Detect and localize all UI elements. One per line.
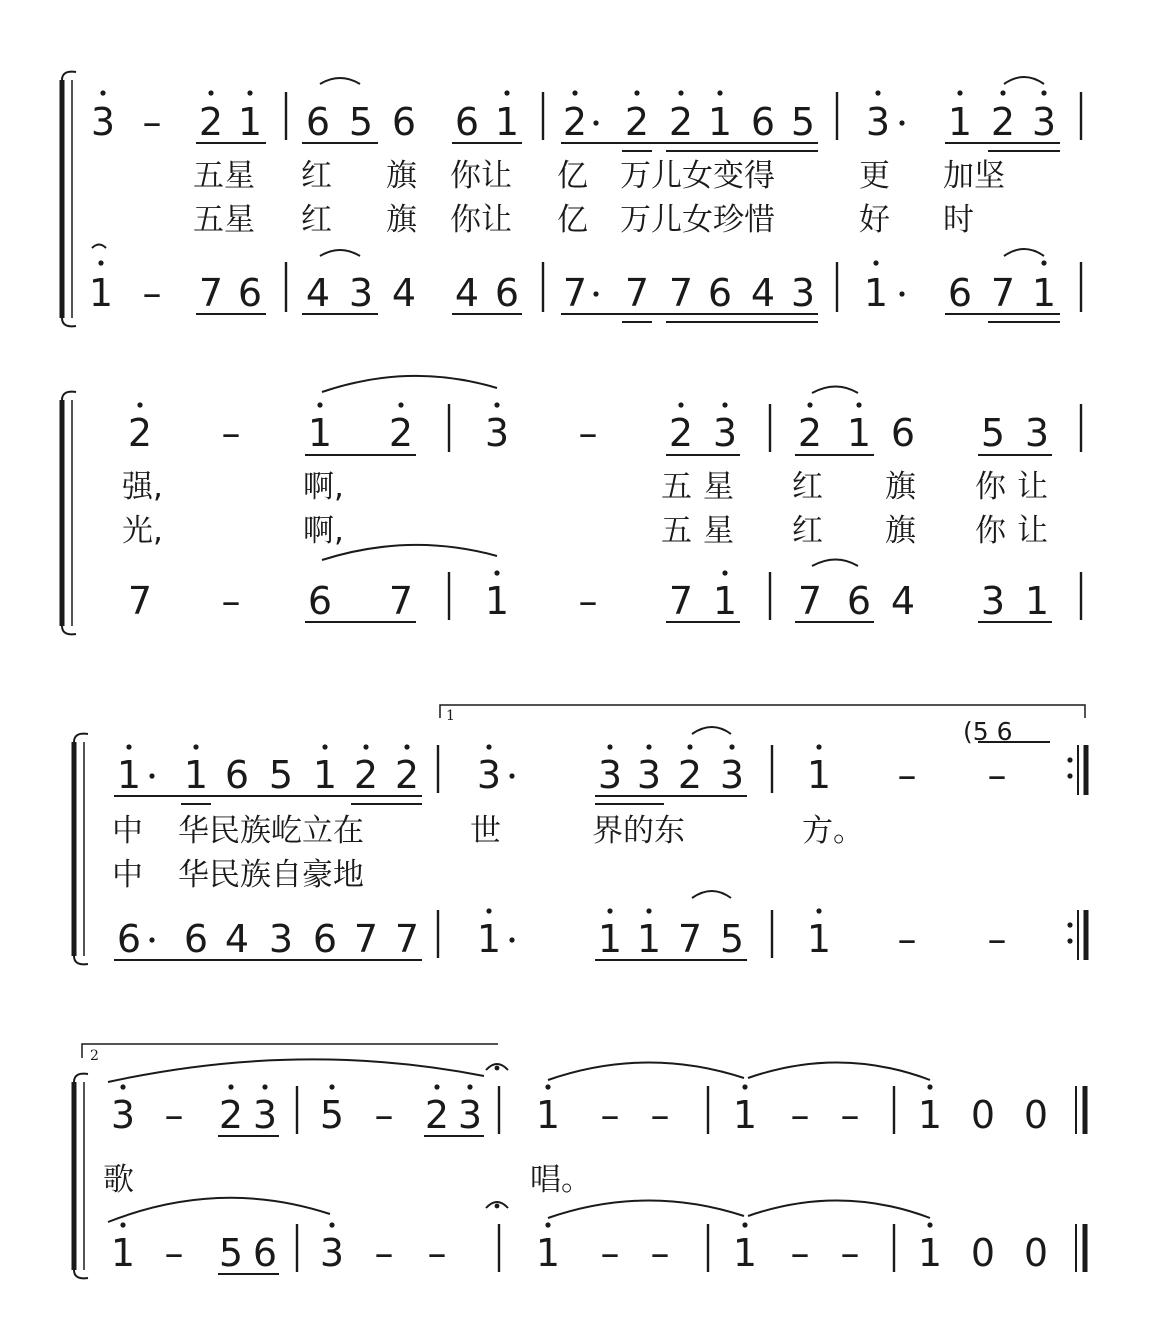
svg-text:4: 4: [454, 271, 480, 315]
system-1: [62, 72, 1081, 327]
svg-text:啊,: 啊,: [303, 513, 344, 549]
svg-text:7: 7: [353, 917, 379, 961]
svg-text:2: 2: [218, 1093, 244, 1137]
svg-text:5: 5: [348, 100, 374, 144]
svg-text:3: 3: [597, 753, 623, 797]
svg-text:6: 6: [890, 411, 916, 455]
svg-text:6: 6: [707, 271, 733, 315]
svg-text:6: 6: [237, 271, 263, 315]
svg-text:1: 1: [535, 1093, 561, 1137]
svg-text:4: 4: [224, 917, 250, 961]
svg-text:–: –: [650, 1093, 670, 1137]
svg-text:1: 1: [307, 411, 333, 455]
svg-text:5: 5: [218, 1231, 244, 1275]
lyrics-line-4: [103, 1162, 592, 1198]
svg-text:6: 6: [494, 271, 520, 315]
svg-text:你: 你: [975, 469, 1006, 505]
svg-text:界的东: 界的东: [592, 813, 685, 849]
lyrics-line-1b: [193, 202, 974, 238]
svg-text:–: –: [578, 579, 598, 623]
svg-text:6: 6: [224, 753, 250, 797]
svg-text:6: 6: [312, 917, 338, 961]
soprano-line-4: [108, 1059, 1085, 1137]
svg-text:7: 7: [668, 271, 694, 315]
svg-text:方。: 方。: [802, 813, 864, 849]
svg-text:3: 3: [1024, 411, 1050, 455]
svg-text:6: 6: [947, 271, 973, 315]
svg-text:0: 0: [1023, 1231, 1049, 1275]
svg-text:1: 1: [1031, 271, 1057, 315]
svg-text:5: 5: [719, 917, 745, 961]
svg-text:7: 7: [127, 579, 153, 623]
svg-text:3: 3: [980, 579, 1006, 623]
system-2: [62, 376, 1081, 634]
svg-text:3: 3: [348, 271, 374, 315]
svg-text:2: 2: [624, 100, 650, 144]
svg-text:–: –: [164, 1093, 184, 1137]
svg-text:–: –: [427, 1231, 447, 1275]
svg-text:1: 1: [917, 1231, 943, 1275]
svg-text:–: –: [600, 1231, 620, 1275]
svg-text:五: 五: [661, 513, 692, 549]
svg-text:1: 1: [88, 271, 114, 315]
svg-text:7: 7: [677, 917, 703, 961]
svg-text:–: –: [790, 1093, 810, 1137]
svg-text:3: 3: [1031, 100, 1057, 144]
svg-text:7: 7: [668, 579, 694, 623]
svg-text:1: 1: [732, 1093, 758, 1137]
svg-text:–: –: [142, 271, 162, 315]
svg-text:啊,: 啊,: [303, 469, 344, 505]
svg-text:3: 3: [484, 411, 510, 455]
system-4: [74, 1044, 1085, 1278]
svg-text:–: –: [840, 1093, 860, 1137]
svg-text:3: 3: [252, 1093, 278, 1137]
svg-text:2: 2: [797, 411, 823, 455]
svg-text:2: 2: [424, 1093, 450, 1137]
svg-text:让: 让: [1017, 513, 1048, 549]
svg-text:6: 6: [183, 917, 209, 961]
soprano-line-1: [91, 77, 1081, 151]
svg-text:7: 7: [797, 579, 823, 623]
svg-text:1: 1: [597, 917, 623, 961]
svg-text:–: –: [221, 411, 241, 455]
svg-text:星: 星: [703, 513, 734, 549]
svg-text:–: –: [374, 1093, 394, 1137]
svg-text:3: 3: [457, 1093, 483, 1137]
lyrics-line-3b: [112, 857, 364, 893]
svg-text:亿: 亿: [557, 158, 588, 194]
svg-text:2: 2: [668, 100, 694, 144]
svg-text:时: 时: [943, 202, 974, 238]
svg-text:世: 世: [470, 813, 501, 849]
svg-text:0: 0: [1023, 1093, 1049, 1137]
svg-text:你让: 你让: [450, 202, 512, 238]
svg-text:3: 3: [636, 753, 662, 797]
svg-text:–: –: [987, 917, 1007, 961]
svg-text:1: 1: [806, 753, 832, 797]
lyrics-line-2b: [122, 513, 1048, 549]
svg-text:1: 1: [846, 411, 872, 455]
svg-text:0: 0: [970, 1093, 996, 1137]
svg-text:1: 1: [237, 100, 263, 144]
svg-text:1: 1: [636, 917, 662, 961]
svg-text:–: –: [221, 579, 241, 623]
svg-text:歌: 歌: [103, 1162, 134, 1198]
svg-text:五星: 五星: [193, 202, 255, 238]
svg-text:1: 1: [116, 753, 142, 797]
svg-text:–: –: [374, 1231, 394, 1275]
svg-text:–: –: [987, 753, 1007, 797]
svg-text:4: 4: [305, 271, 331, 315]
svg-text:2: 2: [562, 100, 588, 144]
lyrics-line-2a: [122, 469, 1048, 505]
svg-text:1: 1: [712, 579, 738, 623]
svg-text:6: 6: [846, 579, 872, 623]
svg-text:红: 红: [792, 513, 823, 549]
svg-text:4: 4: [890, 579, 916, 623]
svg-text:1: 1: [494, 100, 520, 144]
svg-text:–: –: [897, 753, 917, 797]
alto-line-4: [108, 1198, 1085, 1275]
svg-text:7: 7: [388, 579, 414, 623]
svg-text:2: 2: [677, 753, 703, 797]
alto-line-3: [114, 891, 1086, 961]
svg-text:红: 红: [301, 158, 332, 194]
svg-text:华民族屹立在: 华民族屹立在: [178, 813, 364, 849]
volta-1-label: 1: [446, 708, 455, 724]
svg-text:2: 2: [198, 100, 224, 144]
svg-text:6: 6: [307, 579, 333, 623]
svg-text:光,: 光,: [122, 513, 163, 549]
lyrics-line-3a: [112, 813, 864, 849]
svg-text:3: 3: [268, 917, 294, 961]
svg-text:5: 5: [319, 1093, 345, 1137]
svg-text:4: 4: [750, 271, 776, 315]
svg-text:1: 1: [732, 1231, 758, 1275]
soprano-line-2: [128, 376, 1081, 455]
svg-text:旗: 旗: [885, 469, 916, 505]
svg-text:1: 1: [707, 100, 733, 144]
svg-text:你: 你: [975, 513, 1006, 549]
svg-text:1: 1: [917, 1093, 943, 1137]
svg-text:3: 3: [476, 753, 502, 797]
svg-text:1: 1: [183, 753, 209, 797]
svg-text:0: 0: [970, 1231, 996, 1275]
svg-text:6: 6: [454, 100, 480, 144]
svg-text:让: 让: [1017, 469, 1048, 505]
svg-text:6: 6: [391, 100, 417, 144]
svg-text:1: 1: [1024, 579, 1050, 623]
soprano-line-3: [114, 717, 1086, 804]
svg-text:7: 7: [624, 271, 650, 315]
svg-text:1: 1: [312, 753, 338, 797]
svg-text:万儿女变得: 万儿女变得: [620, 158, 775, 194]
svg-text:1: 1: [476, 917, 502, 961]
svg-text:3: 3: [90, 100, 116, 144]
lyrics-line-1a: [193, 158, 1005, 194]
svg-text:1: 1: [863, 271, 889, 315]
svg-text:7: 7: [394, 917, 420, 961]
svg-text:3: 3: [110, 1093, 136, 1137]
svg-text:–: –: [600, 1093, 620, 1137]
svg-text:2: 2: [668, 411, 694, 455]
alto-line-1: [89, 245, 1081, 323]
svg-text:1: 1: [947, 100, 973, 144]
svg-text:5: 5: [790, 100, 816, 144]
svg-text:星: 星: [703, 469, 734, 505]
svg-text:6: 6: [116, 917, 142, 961]
svg-text:旗: 旗: [386, 202, 417, 238]
svg-text:唱。: 唱。: [530, 1162, 592, 1198]
alto-line-2: [128, 545, 1081, 623]
svg-text:2: 2: [990, 100, 1016, 144]
svg-text:3: 3: [319, 1231, 345, 1275]
svg-text:7: 7: [198, 271, 224, 315]
svg-text:五星: 五星: [193, 158, 255, 194]
svg-text:华民族自豪地: 华民族自豪地: [178, 857, 364, 893]
svg-text:6: 6: [750, 100, 776, 144]
svg-text:–: –: [897, 917, 917, 961]
svg-text:2: 2: [127, 411, 153, 455]
svg-text:4: 4: [391, 271, 417, 315]
svg-text:–: –: [164, 1231, 184, 1275]
svg-text:1: 1: [484, 579, 510, 623]
svg-text:旗: 旗: [885, 513, 916, 549]
system-3: [74, 705, 1086, 964]
svg-text:3: 3: [865, 100, 891, 144]
svg-text:好: 好: [859, 202, 890, 238]
svg-text:2: 2: [388, 411, 414, 455]
svg-text:亿: 亿: [557, 202, 588, 238]
svg-text:7: 7: [562, 271, 588, 315]
svg-text:3: 3: [712, 411, 738, 455]
svg-text:强,: 强,: [122, 469, 163, 505]
svg-text:红: 红: [301, 202, 332, 238]
svg-text:旗: 旗: [386, 158, 417, 194]
svg-text:–: –: [790, 1231, 810, 1275]
svg-text:–: –: [578, 411, 598, 455]
svg-text:红: 红: [792, 469, 823, 505]
svg-text:6: 6: [252, 1231, 278, 1275]
volta-2-label: 2: [90, 1048, 99, 1064]
svg-text:2: 2: [394, 753, 420, 797]
svg-text:万儿女珍惜: 万儿女珍惜: [620, 202, 775, 238]
svg-text:1: 1: [110, 1231, 136, 1275]
svg-text:–: –: [142, 100, 162, 144]
svg-text:加坚: 加坚: [943, 158, 1005, 194]
svg-text:1: 1: [535, 1231, 561, 1275]
svg-text:5: 5: [980, 411, 1006, 455]
svg-text:7: 7: [990, 271, 1016, 315]
svg-text:–: –: [840, 1231, 860, 1275]
svg-text:五: 五: [661, 469, 692, 505]
svg-text:5: 5: [268, 753, 294, 797]
svg-text:3: 3: [719, 753, 745, 797]
svg-text:中: 中: [112, 813, 143, 849]
svg-text:你让: 你让: [450, 158, 512, 194]
svg-text:1: 1: [806, 917, 832, 961]
intro-note: (5 6: [963, 717, 1013, 746]
svg-text:中: 中: [112, 857, 143, 893]
svg-text:2: 2: [353, 753, 379, 797]
svg-text:3: 3: [790, 271, 816, 315]
svg-text:更: 更: [859, 158, 890, 194]
svg-text:6: 6: [305, 100, 331, 144]
svg-text:–: –: [650, 1231, 670, 1275]
